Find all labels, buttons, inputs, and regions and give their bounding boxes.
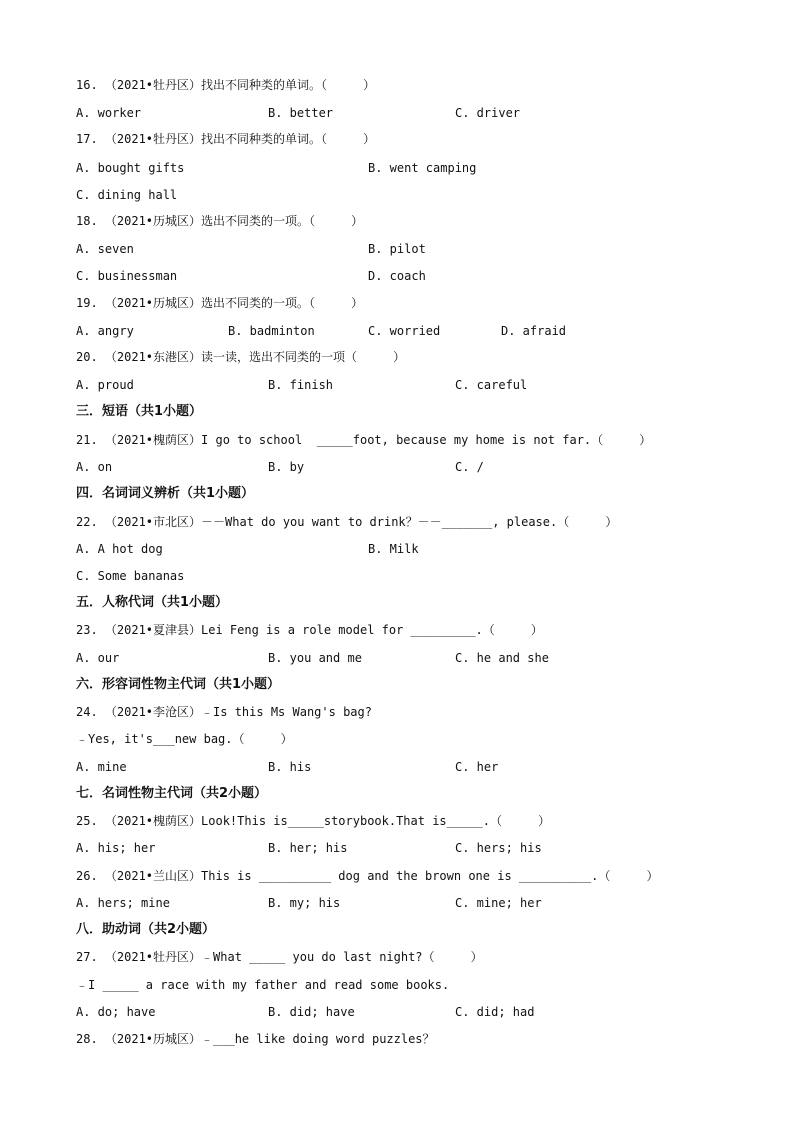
option-a: A. on — [76, 460, 113, 474]
question-19: 19. （2021•历城区）选出不同类的一项。（ ） — [76, 296, 364, 310]
option-a: A. angry — [76, 324, 134, 338]
option-c: C. dining hall — [76, 188, 178, 202]
question-24: 24. （2021•李沧区）﹣Is this Ms Wang's bag? — [76, 705, 372, 719]
option-a: A. our — [76, 651, 120, 665]
option-a: A. proud — [76, 378, 134, 392]
question-23: 23. （2021•夏津县）Lei Feng is a role model for _________.（ ） — [76, 623, 543, 637]
option-c: C. / — [455, 460, 484, 474]
section-heading: 五．人称代词（共1小题） — [76, 595, 229, 610]
option-a: A. worker — [76, 106, 142, 120]
section-heading: 七．名词性物主代词（共2小题） — [76, 786, 268, 801]
section-heading: 四．名词词义辨析（共1小题） — [76, 486, 255, 501]
option-b: B. pilot — [368, 242, 426, 256]
option-a: A. do; have — [76, 1005, 156, 1019]
question-27-line2: ﹣I _____ a race with my father and read some books. — [76, 978, 450, 992]
option-b: B. by — [268, 460, 305, 474]
question-26: 26. （2021•兰山区）This is __________ dog and the brown one is __________.（ ） — [76, 869, 659, 883]
question-17: 17. （2021•牡丹区）找出不同种类的单词。（ ） — [76, 132, 376, 146]
option-d: D. coach — [368, 269, 426, 283]
option-b: B. my; his — [268, 896, 341, 910]
option-c: C. businessman — [76, 269, 178, 283]
option-c: C. driver — [455, 106, 521, 120]
option-c: C. did; had — [455, 1005, 535, 1019]
option-b: B. badminton — [228, 324, 315, 338]
option-a: A. bought gifts — [76, 161, 185, 175]
option-d: D. afraid — [501, 324, 567, 338]
option-a: A. his; her — [76, 841, 156, 855]
question-25: 25. （2021•槐荫区）Look!This is_____storybook.That is_____.（ ） — [76, 814, 551, 828]
option-b: B. her; his — [268, 841, 348, 855]
section-heading: 六．形容词性物主代词（共1小题） — [76, 677, 281, 692]
option-b: B. his — [268, 760, 312, 774]
option-a: A. seven — [76, 242, 134, 256]
question-21: 21. （2021•槐荫区）I go to school _____foot, because my home is not far.（ ） — [76, 433, 652, 447]
option-c: C. he and she — [455, 651, 549, 665]
option-c: C. careful — [455, 378, 528, 392]
option-c: C. hers; his — [455, 841, 542, 855]
option-c: C. mine; her — [455, 896, 542, 910]
section-heading: 八．助动词（共2小题） — [76, 922, 216, 937]
option-c: C. Some bananas — [76, 569, 185, 583]
question-24-line2: ﹣Yes, it's___new bag.（ ） — [76, 732, 293, 746]
option-a: A. A hot dog — [76, 542, 163, 556]
question-20: 20. （2021•东港区）读一读，选出不同类的一项（ ） — [76, 350, 406, 364]
option-c: C. worried — [368, 324, 441, 338]
option-b: B. Milk — [368, 542, 419, 556]
option-b: B. finish — [268, 378, 334, 392]
question-16: 16. （2021•牡丹区）找出不同种类的单词。（ ） — [76, 78, 376, 92]
question-28: 28. （2021•历城区）﹣___he like doing word puzzles？ — [76, 1032, 435, 1046]
option-b: B. did; have — [268, 1005, 355, 1019]
section-heading: 三．短语（共1小题） — [76, 404, 203, 419]
question-18: 18. （2021•历城区）选出不同类的一项。（ ） — [76, 214, 364, 228]
option-a: A. hers; mine — [76, 896, 170, 910]
option-b: B. went camping — [368, 161, 477, 175]
option-a: A. mine — [76, 760, 127, 774]
option-c: C. her — [455, 760, 499, 774]
question-22: 22. （2021•市北区）－－What do you want to drink？－－_______, please.（ ） — [76, 515, 618, 529]
option-b: B. better — [268, 106, 334, 120]
option-b: B. you and me — [268, 651, 362, 665]
question-27: 27. （2021•牡丹区）﹣What _____ you do last night?（ ） — [76, 950, 483, 964]
